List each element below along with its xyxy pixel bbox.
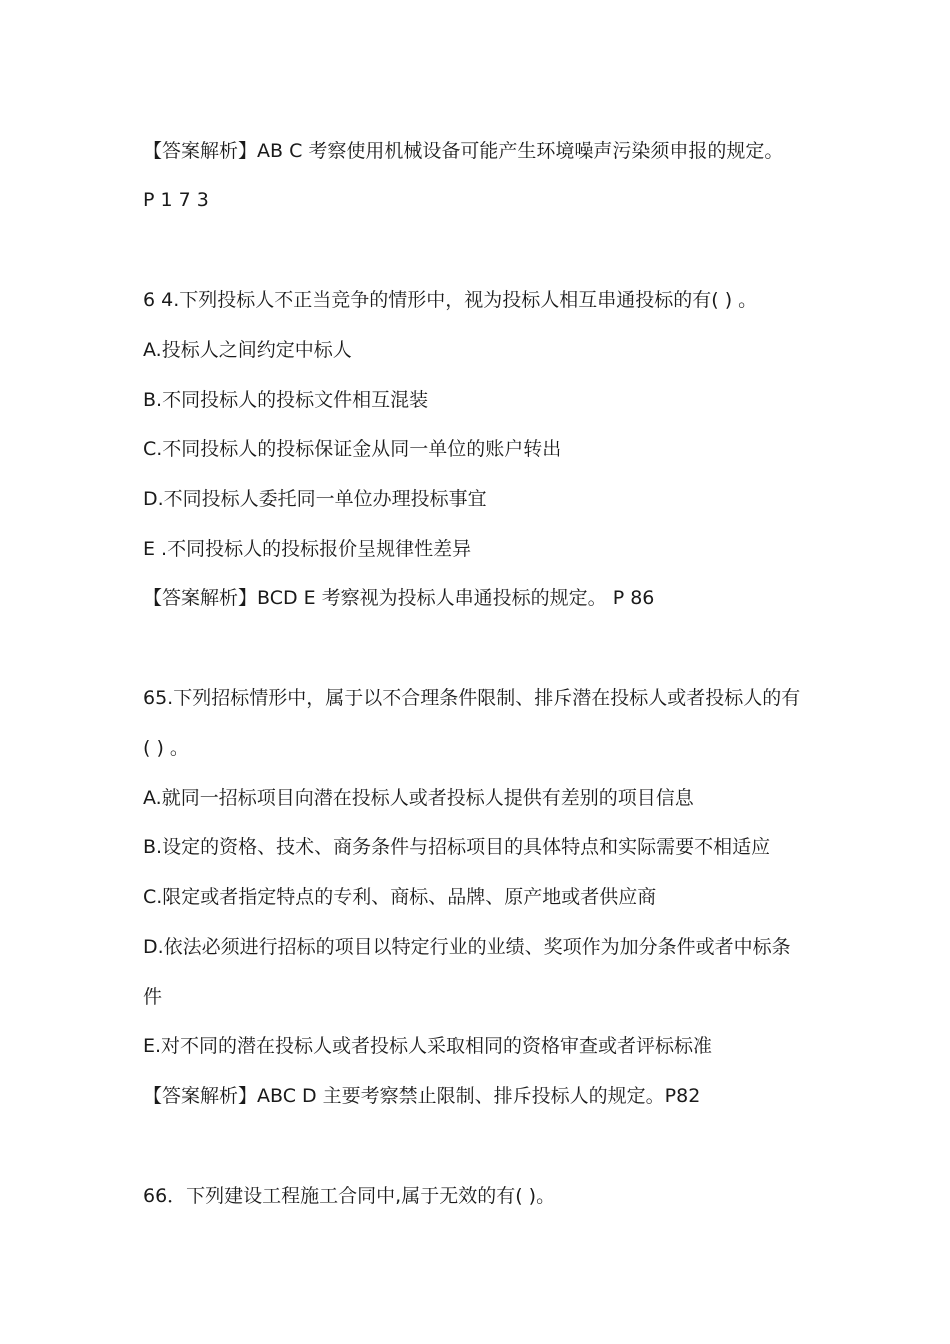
q65-option-d-line1: D.依法必须进行招标的项目以特定行业的业绩、奖项作为加分条件或者中标条 <box>143 936 791 958</box>
q65-answer-analysis: 【答案解析】ABC D 主要考察禁止限制、排斥投标人的规定。P82 <box>143 1085 701 1107</box>
q65-option-b: B.设定的资格、技术、商务条件与招标项目的具体特点和实际需要不相适应 <box>143 836 771 858</box>
q64-stem: 6 4.下列投标人不正当竞争的情形中，视为投标人相互串通投标的有( ) 。 <box>143 289 758 311</box>
q65-option-a: A.就同一招标项目向潜在投标人或者投标人提供有差别的项目信息 <box>143 787 694 809</box>
q64-option-b: B.不同投标人的投标文件相互混装 <box>143 389 429 411</box>
q64-option-d: D.不同投标人委托同一单位办理投标事宜 <box>143 488 487 510</box>
q65-stem-line2: ( ) 。 <box>143 737 189 759</box>
q65-option-d-line2: 件 <box>143 986 163 1008</box>
q65-stem-line1: 65.下列招标情形中，属于以不合理条件限制、排斥潜在投标人或者投标人的有 <box>143 687 801 709</box>
q63-page-reference: P 1 7 3 <box>143 189 209 211</box>
q64-answer-analysis: 【答案解析】BCD E 考察视为投标人串通投标的规定。 P 86 <box>143 587 655 609</box>
q65-option-c: C.限定或者指定特点的专利、商标、品牌、原产地或者供应商 <box>143 886 657 908</box>
q64-option-a: A.投标人之间约定中标人 <box>143 339 352 361</box>
q64-option-e: E .不同投标人的投标报价呈规律性差异 <box>143 538 472 560</box>
q63-answer-analysis: 【答案解析】AB C 考察使用机械设备可能产生环境噪声污染须申报的规定。 <box>143 140 784 162</box>
q65-option-e: E.对不同的潜在投标人或者投标人采取相同的资格审查或者评标标准 <box>143 1035 713 1057</box>
q66-stem: 66．下列建设工程施工合同中,属于无效的有( )。 <box>143 1185 556 1207</box>
q64-option-c: C.不同投标人的投标保证金从同一单位的账户转出 <box>143 438 562 460</box>
